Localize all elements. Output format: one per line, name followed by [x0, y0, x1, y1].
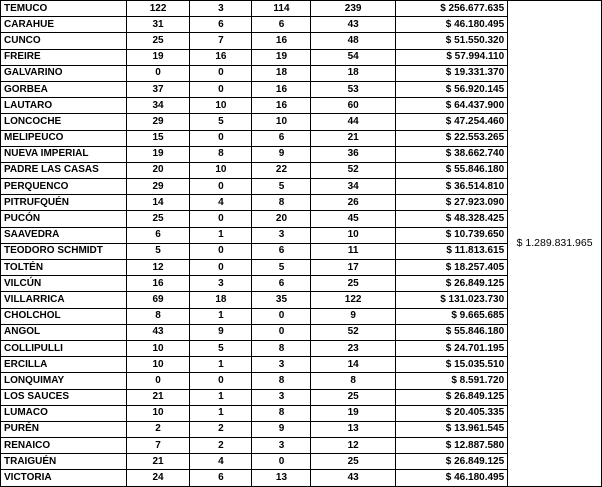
amount-cell: $ 20.405.335 [395, 405, 507, 421]
amount-cell: $ 12.887.580 [395, 438, 507, 454]
amount-cell: $ 19.331.370 [395, 65, 507, 81]
row-total-cell: 43 [311, 470, 395, 486]
col2-value-cell: 0 [190, 373, 252, 389]
commune-name-cell: GORBEA [1, 81, 127, 97]
commune-name-cell: NUEVA IMPERIAL [1, 146, 127, 162]
row-total-cell: 239 [311, 1, 395, 17]
col2-value-cell: 1 [190, 405, 252, 421]
col2-value-cell: 5 [190, 114, 252, 130]
col3-value-cell: 8 [252, 340, 311, 356]
row-total-cell: 34 [311, 179, 395, 195]
col3-value-cell: 6 [252, 243, 311, 259]
amount-cell: $ 46.180.495 [395, 17, 507, 33]
commune-name-cell: CUNCO [1, 33, 127, 49]
commune-name-cell: LOS SAUCES [1, 389, 127, 405]
row-total-cell: 52 [311, 324, 395, 340]
commune-name-cell: RENAICO [1, 438, 127, 454]
col2-value-cell: 4 [190, 454, 252, 470]
col1-value-cell: 2 [126, 421, 190, 437]
col2-value-cell: 0 [190, 260, 252, 276]
amount-cell: $ 51.550.320 [395, 33, 507, 49]
amount-cell: $ 11.813.615 [395, 243, 507, 259]
row-total-cell: 25 [311, 454, 395, 470]
col3-value-cell: 0 [252, 308, 311, 324]
row-total-cell: 43 [311, 17, 395, 33]
grand-total-cell: $ 1.289.831.965 [508, 1, 602, 487]
col3-value-cell: 10 [252, 114, 311, 130]
col3-value-cell: 16 [252, 81, 311, 97]
col2-value-cell: 7 [190, 33, 252, 49]
commune-name-cell: LONQUIMAY [1, 373, 127, 389]
col1-value-cell: 0 [126, 65, 190, 81]
col1-value-cell: 31 [126, 17, 190, 33]
col1-value-cell: 29 [126, 114, 190, 130]
row-total-cell: 60 [311, 98, 395, 114]
col2-value-cell: 10 [190, 98, 252, 114]
col3-value-cell: 5 [252, 260, 311, 276]
col2-value-cell: 3 [190, 1, 252, 17]
table-body [1, 1, 602, 487]
col2-value-cell: 5 [190, 340, 252, 356]
col2-value-cell: 0 [190, 243, 252, 259]
col2-value-cell: 2 [190, 421, 252, 437]
col3-value-cell: 19 [252, 49, 311, 65]
col1-value-cell: 14 [126, 195, 190, 211]
amount-cell: $ 38.662.740 [395, 146, 507, 162]
amount-cell: $ 131.023.730 [395, 292, 507, 308]
col1-value-cell: 19 [126, 49, 190, 65]
commune-name-cell: LAUTARO [1, 98, 127, 114]
col3-value-cell: 0 [252, 454, 311, 470]
row-total-cell: 54 [311, 49, 395, 65]
commune-name-cell: LONCOCHE [1, 114, 127, 130]
col1-value-cell: 5 [126, 243, 190, 259]
col3-value-cell: 22 [252, 162, 311, 178]
row-total-cell: 19 [311, 405, 395, 421]
commune-name-cell: TRAIGUÉN [1, 454, 127, 470]
commune-name-cell: SAAVEDRA [1, 227, 127, 243]
col1-value-cell: 69 [126, 292, 190, 308]
amount-cell: $ 64.437.900 [395, 98, 507, 114]
col3-value-cell: 35 [252, 292, 311, 308]
col1-value-cell: 7 [126, 438, 190, 454]
col2-value-cell: 18 [190, 292, 252, 308]
commune-name-cell: GALVARINO [1, 65, 127, 81]
col2-value-cell: 0 [190, 65, 252, 81]
col3-value-cell: 3 [252, 438, 311, 454]
col2-value-cell: 1 [190, 357, 252, 373]
amount-cell: $ 36.514.810 [395, 179, 507, 195]
row-total-cell: 122 [311, 292, 395, 308]
col1-value-cell: 16 [126, 276, 190, 292]
col3-value-cell: 6 [252, 17, 311, 33]
col1-value-cell: 21 [126, 454, 190, 470]
row-total-cell: 17 [311, 260, 395, 276]
col1-value-cell: 10 [126, 405, 190, 421]
col3-value-cell: 8 [252, 195, 311, 211]
row-total-cell: 13 [311, 421, 395, 437]
amount-cell: $ 57.994.110 [395, 49, 507, 65]
col2-value-cell: 0 [190, 179, 252, 195]
commune-name-cell: VICTORIA [1, 470, 127, 486]
commune-name-cell: FREIRE [1, 49, 127, 65]
col3-value-cell: 3 [252, 357, 311, 373]
row-total-cell: 14 [311, 357, 395, 373]
col3-value-cell: 16 [252, 33, 311, 49]
col2-value-cell: 4 [190, 195, 252, 211]
row-total-cell: 45 [311, 211, 395, 227]
commune-name-cell: ANGOL [1, 324, 127, 340]
col1-value-cell: 10 [126, 357, 190, 373]
col1-value-cell: 20 [126, 162, 190, 178]
col1-value-cell: 122 [126, 1, 190, 17]
col1-value-cell: 15 [126, 130, 190, 146]
commune-name-cell: CARAHUE [1, 17, 127, 33]
commune-name-cell: PITRUFQUÉN [1, 195, 127, 211]
col3-value-cell: 5 [252, 179, 311, 195]
col2-value-cell: 8 [190, 146, 252, 162]
col1-value-cell: 43 [126, 324, 190, 340]
row-total-cell: 18 [311, 65, 395, 81]
row-total-cell: 36 [311, 146, 395, 162]
row-total-cell: 53 [311, 81, 395, 97]
col3-value-cell: 3 [252, 389, 311, 405]
commune-name-cell: VILCÚN [1, 276, 127, 292]
col2-value-cell: 2 [190, 438, 252, 454]
row-total-cell: 26 [311, 195, 395, 211]
col1-value-cell: 19 [126, 146, 190, 162]
col1-value-cell: 29 [126, 179, 190, 195]
col1-value-cell: 37 [126, 81, 190, 97]
col1-value-cell: 24 [126, 470, 190, 486]
row-total-cell: 12 [311, 438, 395, 454]
amount-cell: $ 24.701.195 [395, 340, 507, 356]
commune-name-cell: PUCÓN [1, 211, 127, 227]
col2-value-cell: 1 [190, 308, 252, 324]
amount-cell: $ 8.591.720 [395, 373, 507, 389]
commune-name-cell: COLLIPULLI [1, 340, 127, 356]
col3-value-cell: 9 [252, 421, 311, 437]
col3-value-cell: 20 [252, 211, 311, 227]
amount-cell: $ 15.035.510 [395, 357, 507, 373]
col3-value-cell: 8 [252, 373, 311, 389]
row-total-cell: 25 [311, 276, 395, 292]
col1-value-cell: 6 [126, 227, 190, 243]
col2-value-cell: 9 [190, 324, 252, 340]
amount-cell: $ 27.923.090 [395, 195, 507, 211]
col3-value-cell: 16 [252, 98, 311, 114]
amount-cell: $ 22.553.265 [395, 130, 507, 146]
col1-value-cell: 34 [126, 98, 190, 114]
row-total-cell: 48 [311, 33, 395, 49]
col2-value-cell: 6 [190, 470, 252, 486]
amount-cell: $ 256.677.635 [395, 1, 507, 17]
row-total-cell: 44 [311, 114, 395, 130]
row-total-cell: 11 [311, 243, 395, 259]
amount-cell: $ 55.846.180 [395, 162, 507, 178]
row-total-cell: 25 [311, 389, 395, 405]
col1-value-cell: 12 [126, 260, 190, 276]
commune-name-cell: PADRE LAS CASAS [1, 162, 127, 178]
amount-cell: $ 18.257.405 [395, 260, 507, 276]
amount-cell: $ 26.849.125 [395, 454, 507, 470]
col2-value-cell: 16 [190, 49, 252, 65]
col3-value-cell: 8 [252, 405, 311, 421]
commune-name-cell: ERCILLA [1, 357, 127, 373]
amount-cell: $ 26.849.125 [395, 389, 507, 405]
col1-value-cell: 10 [126, 340, 190, 356]
row-total-cell: 10 [311, 227, 395, 243]
col2-value-cell: 0 [190, 211, 252, 227]
col1-value-cell: 25 [126, 33, 190, 49]
col2-value-cell: 6 [190, 17, 252, 33]
col1-value-cell: 25 [126, 211, 190, 227]
col2-value-cell: 3 [190, 276, 252, 292]
col3-value-cell: 6 [252, 276, 311, 292]
table-row [1, 1, 602, 17]
commune-name-cell: MELIPEUCO [1, 130, 127, 146]
col2-value-cell: 10 [190, 162, 252, 178]
row-total-cell: 21 [311, 130, 395, 146]
col1-value-cell: 21 [126, 389, 190, 405]
amount-cell: $ 26.849.125 [395, 276, 507, 292]
commune-name-cell: TOLTÉN [1, 260, 127, 276]
row-total-cell: 9 [311, 308, 395, 324]
amount-cell: $ 47.254.460 [395, 114, 507, 130]
col3-value-cell: 18 [252, 65, 311, 81]
amount-cell: $ 48.328.425 [395, 211, 507, 227]
commune-name-cell: LUMACO [1, 405, 127, 421]
row-total-cell: 8 [311, 373, 395, 389]
col3-value-cell: 3 [252, 227, 311, 243]
col3-value-cell: 13 [252, 470, 311, 486]
commune-name-cell: VILLARRICA [1, 292, 127, 308]
amount-cell: $ 13.961.545 [395, 421, 507, 437]
col2-value-cell: 0 [190, 130, 252, 146]
col2-value-cell: 1 [190, 227, 252, 243]
commune-name-cell: TEMUCO [1, 1, 127, 17]
col3-value-cell: 6 [252, 130, 311, 146]
row-total-cell: 52 [311, 162, 395, 178]
amount-cell: $ 10.739.650 [395, 227, 507, 243]
commune-name-cell: CHOLCHOL [1, 308, 127, 324]
amount-cell: $ 56.920.145 [395, 81, 507, 97]
commune-name-cell: PERQUENCO [1, 179, 127, 195]
col2-value-cell: 1 [190, 389, 252, 405]
col2-value-cell: 0 [190, 81, 252, 97]
col1-value-cell: 8 [126, 308, 190, 324]
row-total-cell: 23 [311, 340, 395, 356]
amount-cell: $ 46.180.495 [395, 470, 507, 486]
amount-cell: $ 9.665.685 [395, 308, 507, 324]
col3-value-cell: 9 [252, 146, 311, 162]
commune-name-cell: TEODORO SCHMIDT [1, 243, 127, 259]
commune-name-cell: PURÉN [1, 421, 127, 437]
amount-cell: $ 55.846.180 [395, 324, 507, 340]
col1-value-cell: 0 [126, 373, 190, 389]
col3-value-cell: 114 [252, 1, 311, 17]
col3-value-cell: 0 [252, 324, 311, 340]
